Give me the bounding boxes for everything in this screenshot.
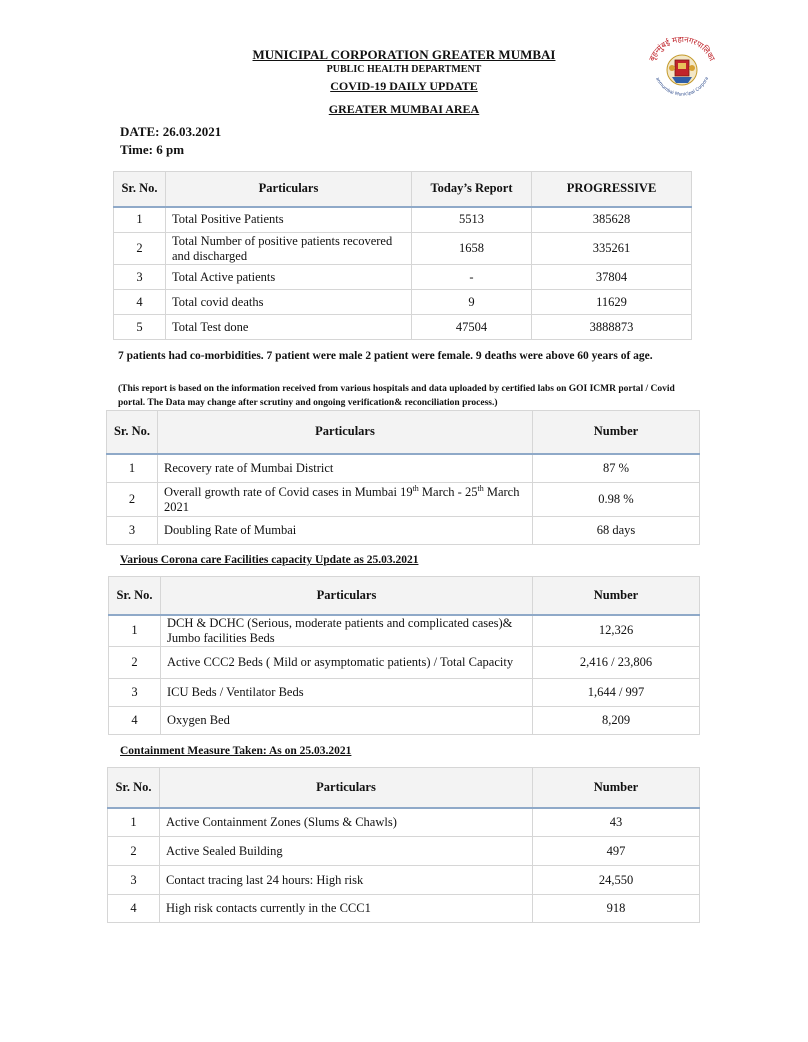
table-row	[108, 837, 700, 866]
report-title: COVID-19 DAILY UPDATE	[330, 79, 478, 93]
col-header-sr-no: Sr. No.	[109, 577, 161, 615]
sr-no-cell: 3	[108, 866, 160, 895]
number-cell: 12,326	[533, 615, 700, 647]
table-row	[108, 808, 700, 837]
col-header-number: Number	[533, 577, 700, 615]
particulars-cell: Contact tracing last 24 hours: High risk	[160, 866, 533, 895]
sr-no-cell: 2	[108, 837, 160, 866]
sr-no-cell: 1	[109, 615, 161, 647]
table-row	[114, 207, 692, 233]
number-cell: 497	[533, 837, 700, 866]
org-title: MUNICIPAL CORPORATION GREATER MUMBAI	[252, 47, 556, 62]
col-header-particulars: Particulars	[166, 172, 412, 207]
progressive-cell: 37804	[532, 265, 692, 290]
particulars-cell: Active CCC2 Beds ( Mild or asymptomatic patients) / Total Capacity	[161, 647, 533, 679]
sr-no-cell: 2	[114, 233, 166, 265]
sr-no-cell: 3	[109, 679, 161, 707]
logo-caption-text: anmumbai Municipal Corpora	[654, 76, 710, 98]
number-cell: 918	[533, 895, 700, 923]
report-date: DATE: 26.03.2021	[120, 124, 222, 139]
report-time: Time: 6 pm	[120, 142, 185, 157]
number-cell: 8,209	[533, 707, 700, 735]
table-row	[114, 290, 692, 315]
col-header-particulars: Particulars	[161, 577, 533, 615]
progressive-cell: 3888873	[532, 315, 692, 340]
table-row	[108, 895, 700, 923]
col-header-progressive: PROGRESSIVE	[532, 172, 692, 207]
col-header-todays-report: Today’s Report	[412, 172, 532, 207]
sr-no-cell: 4	[114, 290, 166, 315]
col-header-sr-no: Sr. No.	[114, 172, 166, 207]
department-name: PUBLIC HEALTH DEPARTMENT	[326, 64, 482, 75]
number-cell: 43	[533, 808, 700, 837]
sr-no-cell: 3	[114, 265, 166, 290]
progressive-cell: 385628	[532, 207, 692, 233]
number-cell: 0.98 %	[533, 483, 700, 517]
table-row	[109, 647, 700, 679]
table-row	[108, 866, 700, 895]
particulars-cell: Total covid deaths	[166, 290, 412, 315]
particulars-cell: DCH & DCHC (Serious, moderate patients and complicated cases)& Jumbo facilities Beds	[161, 615, 533, 647]
particulars-cell: Total Positive Patients	[166, 207, 412, 233]
particulars-cell: Oxygen Bed	[161, 707, 533, 735]
particulars-cell: Overall growth rate of Covid cases in Mumbai 19th March - 25th March 2021	[158, 483, 533, 517]
particulars-cell: High risk contacts currently in the CCC1	[160, 895, 533, 923]
sr-no-cell: 1	[108, 808, 160, 837]
progressive-cell: 335261	[532, 233, 692, 265]
todays-report-cell: 5513	[412, 207, 532, 233]
logo-script-text: बृहन्मुंबई महानगरपालिका	[647, 34, 717, 63]
number-cell: 2,416 / 23,806	[533, 647, 700, 679]
col-header-number: Number	[533, 411, 700, 454]
particulars-cell: Total Active patients	[166, 265, 412, 290]
sr-no-cell: 3	[107, 517, 158, 545]
number-cell: 1,644 / 997	[533, 679, 700, 707]
sr-no-cell: 1	[114, 207, 166, 233]
containment-section-title: Containment Measure Taken: As on 25.03.2021	[120, 745, 352, 757]
rates-table	[106, 410, 700, 545]
col-header-sr-no: Sr. No.	[107, 411, 158, 454]
sr-no-cell: 2	[109, 647, 161, 679]
todays-report-cell: 47504	[412, 315, 532, 340]
table-row	[109, 679, 700, 707]
col-header-number: Number	[533, 768, 700, 808]
daily-cases-table	[113, 171, 692, 340]
number-cell: 87 %	[533, 454, 700, 483]
table-row	[107, 454, 700, 483]
table-row	[109, 615, 700, 647]
particulars-cell: Total Number of positive patients recovered and discharged	[166, 233, 412, 265]
progressive-cell: 11629	[532, 290, 692, 315]
todays-report-cell: 9	[412, 290, 532, 315]
table-row	[114, 233, 692, 265]
bmc-emblem-logo	[642, 28, 722, 98]
todays-report-cell: -	[412, 265, 532, 290]
col-header-sr-no: Sr. No.	[108, 768, 160, 808]
facilities-table	[108, 576, 700, 735]
particulars-cell: Doubling Rate of Mumbai	[158, 517, 533, 545]
area-title: GREATER MUMBAI AREA	[328, 102, 480, 116]
particulars-cell: Recovery rate of Mumbai District	[158, 454, 533, 483]
sr-no-cell: 4	[109, 707, 161, 735]
number-cell: 68 days	[533, 517, 700, 545]
table-row	[114, 265, 692, 290]
table-row	[109, 707, 700, 735]
table-row	[107, 483, 700, 517]
table-row	[107, 517, 700, 545]
todays-report-cell: 1658	[412, 233, 532, 265]
sr-no-cell: 1	[107, 454, 158, 483]
sr-no-cell: 2	[107, 483, 158, 517]
disclaimer-note: (This report is based on the information received from various hospitals and data uploaded by certified labs on GOI ICMR portal / Covid portal. The Data may change after scrutiny and ongoing verification& reconciliation process.)	[118, 384, 675, 408]
sr-no-cell: 4	[108, 895, 160, 923]
particulars-cell: Active Sealed Building	[160, 837, 533, 866]
particulars-cell: Active Containment Zones (Slums & Chawls)	[160, 808, 533, 837]
sr-no-cell: 5	[114, 315, 166, 340]
table-row	[114, 315, 692, 340]
col-header-particulars: Particulars	[160, 768, 533, 808]
particulars-cell: ICU Beds / Ventilator Beds	[161, 679, 533, 707]
col-header-particulars: Particulars	[158, 411, 533, 454]
particulars-cell: Total Test done	[166, 315, 412, 340]
number-cell: 24,550	[533, 866, 700, 895]
deaths-note: 7 patients had co-morbidities. 7 patient were male 2 patient were female. 9 deaths were above 60 years of age.	[118, 350, 653, 362]
facilities-section-title: Various Corona care Facilities capacity Update as 25.03.2021	[120, 554, 419, 566]
containment-table	[107, 767, 700, 923]
